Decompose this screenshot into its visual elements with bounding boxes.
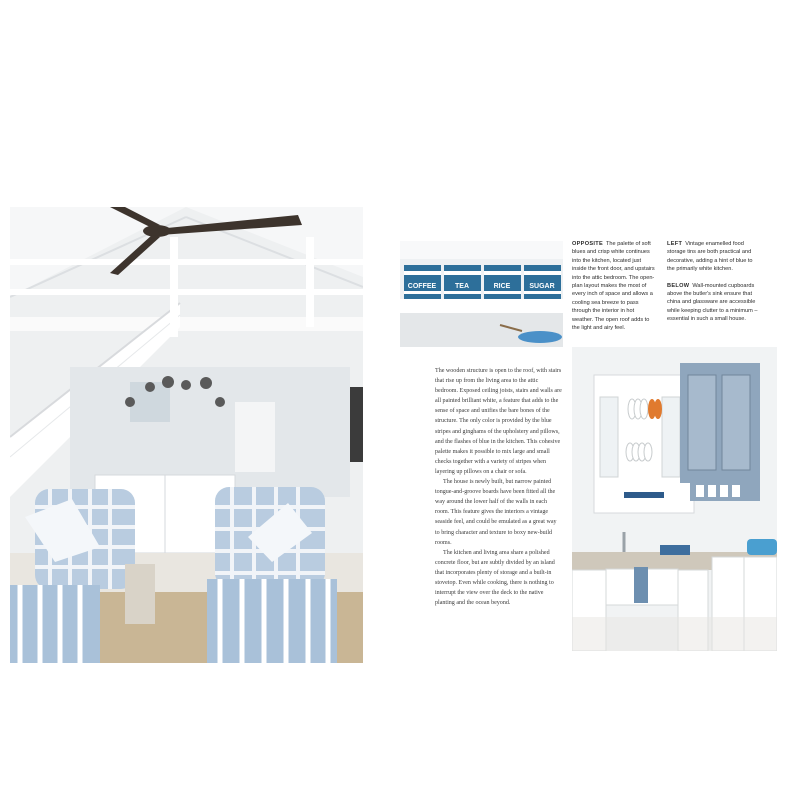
body-paragraph: The kitchen and living area share a polished concrete floor, but are subtly divided by an island that incorporates plenty of storage and a built-in stovetop. Even while cooking, there is nothing to interrupt the view over the deck to the native planting and the ocean beyond. xyxy=(435,549,555,607)
photo-icon xyxy=(572,347,777,651)
photo-icon xyxy=(400,241,563,347)
body-paragraph: The house is newly built, but narrow painted tongue-and-groove boards have been fitted all the way around the lower half of the walls in each room. This feature gives the interiors a vintage seaside feel, and could be emulated as a great way to bring character and texture to boxy new-build rooms. xyxy=(435,479,557,546)
caption-opposite xyxy=(572,240,656,332)
caption-below xyxy=(667,282,759,324)
caption-left-below xyxy=(667,240,759,324)
caption-lead-below: BELOW xyxy=(667,282,690,289)
caption-lead-opposite: OPPOSITE xyxy=(572,241,603,247)
photo-icon xyxy=(10,207,363,663)
tin-label-sugar: SUGAR xyxy=(529,283,555,290)
caption-lead-left: LEFT xyxy=(667,241,683,247)
caption-text-left: Vintage enamelled food storage tins are both practical and decorative, adding a hint of blue to the primarily white kitchen. xyxy=(667,241,753,273)
tin-label-rice: RICE xyxy=(493,283,511,290)
caption-text-below: Wall-mounted cupboards above the butler's sink ensure that china and glassware are accessible while keeping clutter to a minimum – essential in such a small house. xyxy=(667,282,758,323)
body-text xyxy=(435,366,562,608)
kitchen-photo xyxy=(572,347,777,651)
caption-left xyxy=(667,240,759,274)
living-room-photo xyxy=(10,207,363,663)
tin-label-tea: TEA xyxy=(455,283,469,290)
caption-text-opposite: The palette of soft blues and crisp white continues into the kitchen, located just inside the front door, and upstairs into the attic bedroom. The open-plan layout makes the most of every inch of space and allows a cooling sea breeze to pass through the interior in hot weather. The open roof adds to the light and airy feel. xyxy=(572,241,655,332)
tin-label-coffee: COFFEE xyxy=(407,283,437,290)
storage-tins-photo xyxy=(400,241,563,347)
body-paragraph: The wooden structure is open to the roof, with stairs that rise up from the living area to the attic bedroom. Exposed ceiling joists, stairs and walls are all painted brilliant white, a feature that adds to the sense of space and unifies the bare bones of the structure. The only color is provided by the blue stripes and ginghams of the upholstery and pillows, and the flashes of blue in the kitchen. This cohesive palette makes it possible to mix large and small checks together with a variety of stripes when layering up pillows on a chair or sofa. xyxy=(435,368,562,475)
